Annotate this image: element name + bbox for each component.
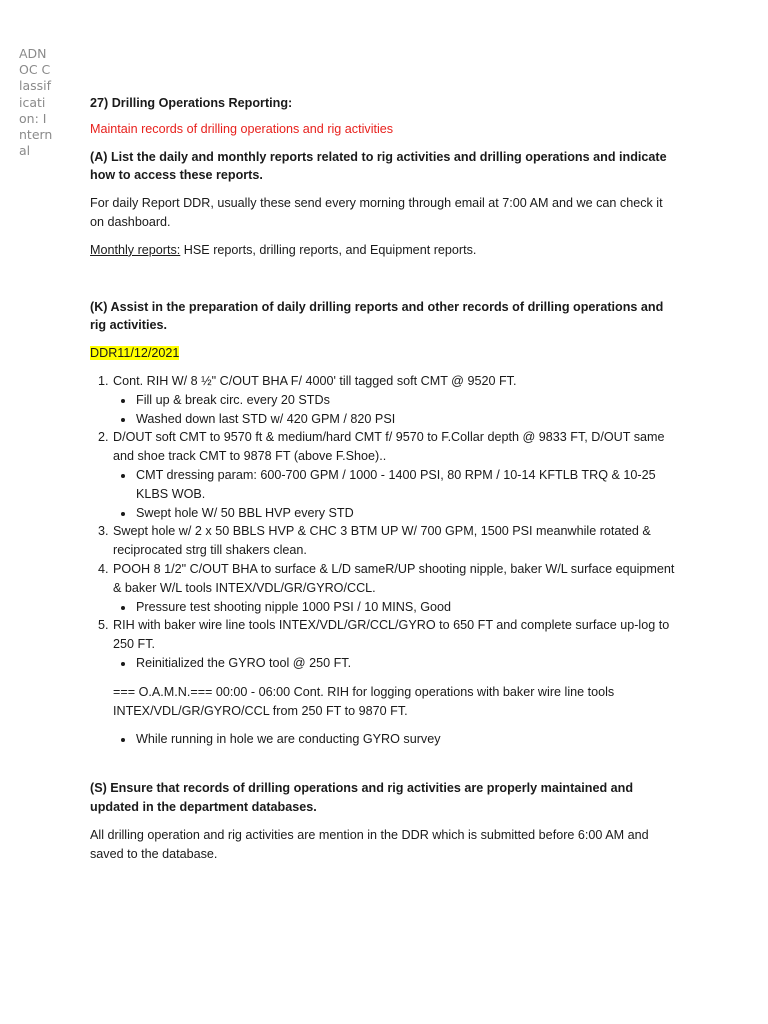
operation-text: RIH with baker wire line tools INTEX/VDL/GR/CCL/GYRO to 650 FT and complete surface up-log to 250 FT. [113,618,670,652]
heading-s: (S) Ensure that records of drilling operations and rig activities are properly maintained and updated in the department databases. [90,781,634,814]
operation-item [112,428,680,522]
operation-item [112,522,680,560]
operation-text: D/OUT soft CMT to 9570 ft & medium/hard CMT f/ 9570 to F.Collar depth @ 9833 FT, D/OUT same and shoe track CMT to 9878 FT (above F.Shoe).. [113,430,665,464]
document-body [90,94,680,863]
operation-subitem: • Swept hole W/ 50 BBL HVP every STD [135,504,680,523]
operation-subitem: • Reinitialized the GYRO tool @ 250 FT. [135,654,680,673]
monthly-reports-label: Monthly reports: [90,242,181,257]
operation-item [112,372,680,428]
operation-subitem: • Fill up & break circ. every 20 STDs [135,391,680,410]
section-title: 27) Drilling Operations Reporting: [90,96,293,110]
operation-item [112,560,680,616]
operation-sublist [113,598,680,617]
operation-item [112,616,680,672]
heading-a: (A) List the daily and monthly reports related to rig activities and drilling operations and indicate how to access these reports. [90,149,667,183]
monthly-reports-line [90,241,680,260]
heading-k: (K) Assist in the preparation of daily drilling reports and other records of drilling operations and rig activities. [90,299,664,333]
operation-subitem: • Washed down last STD w/ 420 GPM / 820 PSI [135,410,680,429]
ddr-date-line [90,344,680,363]
operation-text: Cont. RIH W/ 8 ½" C/OUT BHA F/ 4000' till tagged soft CMT @ 9520 FT. [113,373,517,388]
classification-label: ADNOC Classification: Internal [19,46,53,159]
operation-sublist [113,654,680,673]
oamn-text: === O.A.M.N.=== 00:00 - 06:00 Cont. RIH for logging operations with baker wire line tools INTEX/VDL/GR/GYRO/CCL from 250 FT to 9870 FT. [113,684,615,718]
operation-text: Swept hole w/ 2 x 50 BBLS HVP & CHC 3 BTM UP W/ 700 GPM, 1500 PSI meanwhile rotated & reciprocated strg till shakers clean. [113,524,651,558]
operation-sublist [113,391,680,429]
oamn-bullet: • While running in hole we are conducting GYRO survey [135,730,680,749]
database-text: All drilling operation and rig activities are mention in the DDR which is submitted before 6:00 AM and saved to the database. [90,827,649,861]
section-subtitle: Maintain records of drilling operations and rig activities [90,121,394,136]
operation-sublist [113,466,680,522]
operation-subitem: • CMT dressing param: 600-700 GPM / 1000 - 1400 PSI, 80 RPM / 10-14 KFTLB TRQ & 10-25 KLBS WOB. [135,466,680,504]
operation-subitem: • Pressure test shooting nipple 1000 PSI / 10 MINS, Good [135,598,680,617]
ddr-date-label: DDR11/12/2021 [90,346,180,361]
monthly-reports-text: HSE reports, drilling reports, and Equipment reports. [180,242,477,257]
oamn-list [113,730,680,749]
daily-report-text: For daily Report DDR, usually these send every morning through email at 7:00 AM and we can check it on dashboard. [90,196,663,229]
operations-list [90,372,680,673]
operation-text: POOH 8 1/2" C/OUT BHA to surface & L/D sameR/UP shooting nipple, baker W/L surface equipment & baker W/L tools INTEX/VDL/GR/GYRO/CCL. [113,561,675,595]
